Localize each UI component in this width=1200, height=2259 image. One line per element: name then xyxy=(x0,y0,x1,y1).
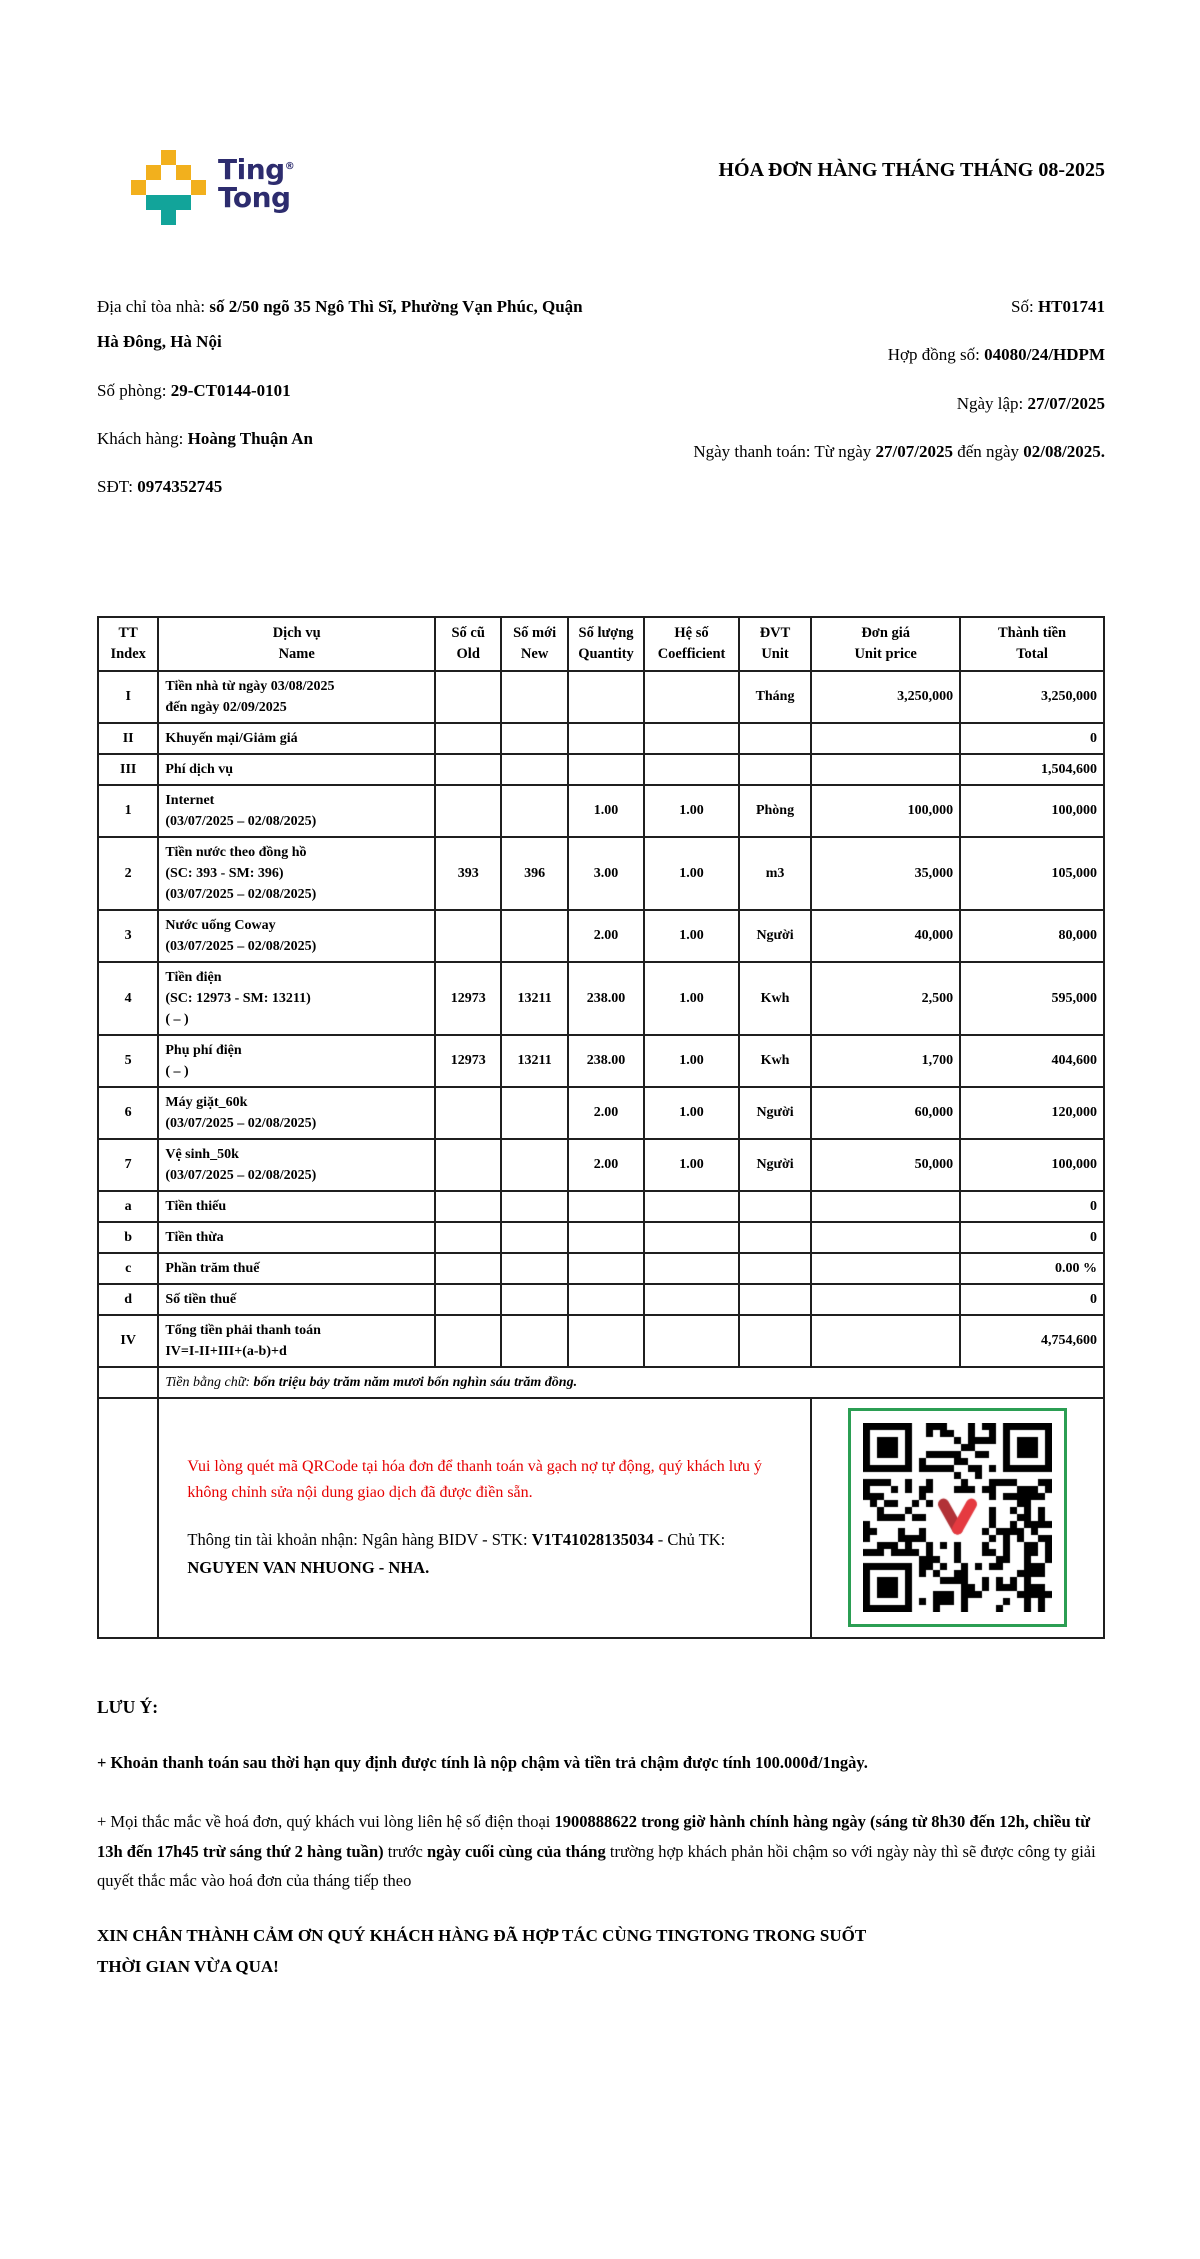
cell-total: 0 xyxy=(960,1222,1104,1253)
cell-old xyxy=(435,1315,501,1367)
qr-account-text xyxy=(187,1526,782,1582)
issue-date-line xyxy=(675,386,1105,421)
logo-pixel xyxy=(191,210,206,225)
col-header-8: Thành tiền Total xyxy=(960,617,1104,671)
cell-price: 60,000 xyxy=(811,1087,960,1139)
cell-old: 12973 xyxy=(435,962,501,1035)
logo-pixel xyxy=(146,210,161,225)
cell-qty xyxy=(568,1284,644,1315)
amount-in-words-label: Tiền bằng chữ: xyxy=(165,1374,254,1390)
cell-new xyxy=(501,1139,567,1191)
info-left-column xyxy=(97,289,602,518)
cell-index: 1 xyxy=(98,785,158,837)
cell-old xyxy=(435,671,501,723)
logo-pixel xyxy=(146,195,161,210)
tingtong-logo xyxy=(131,150,294,225)
room-number-line xyxy=(97,373,602,408)
cell-price xyxy=(811,1315,960,1367)
text-segment: trước xyxy=(383,1841,427,1861)
cell-coeff xyxy=(644,754,739,785)
contract-number-line xyxy=(675,337,1105,372)
cell-unit: Tháng xyxy=(739,671,811,723)
cell-index: b xyxy=(98,1222,158,1253)
cell-qty: 3.00 xyxy=(568,837,644,910)
cell-unit xyxy=(739,1315,811,1367)
text-segment: HT01741 xyxy=(1037,297,1105,316)
logo-pixel xyxy=(191,195,206,210)
cell-index xyxy=(98,1367,158,1398)
text-segment: Thông tin tài khoản nhận: Ngân hàng BIDV - STK: xyxy=(187,1529,532,1549)
cell-index: 5 xyxy=(98,1035,158,1087)
cell-name: Tiền thừa xyxy=(158,1222,435,1253)
cell-old xyxy=(435,1139,501,1191)
cell-price xyxy=(811,1253,960,1284)
cell-new xyxy=(501,1087,567,1139)
invoice-table xyxy=(97,616,1105,1639)
cell-qty xyxy=(568,1315,644,1367)
text-segment: NGUYEN VAN NHUONG - NHA. xyxy=(187,1557,430,1577)
cell-coeff xyxy=(644,1284,739,1315)
col-header-1: Dịch vụ Name xyxy=(158,617,435,671)
cell-total: 4,754,600 xyxy=(960,1315,1104,1367)
cell-old: 393 xyxy=(435,837,501,910)
text-segment: 29-CT0144-0101 xyxy=(170,380,291,400)
cell-qty xyxy=(568,1253,644,1284)
cell-coeff xyxy=(644,1222,739,1253)
logo-pixel xyxy=(191,165,206,180)
cell-unit: Phòng xyxy=(739,785,811,837)
cell-index: 6 xyxy=(98,1087,158,1139)
invoice-table-rows xyxy=(98,671,1104,1367)
cell-qty xyxy=(568,754,644,785)
cell-index: 7 xyxy=(98,1139,158,1191)
cell-index: I xyxy=(98,671,158,723)
cell-new xyxy=(501,910,567,962)
amount-in-words-text: bốn triệu bảy trăm năm mươi bốn nghìn sáu trăm đồng. xyxy=(253,1374,578,1390)
brand-name-line1: Ting® xyxy=(218,153,295,186)
cell-new xyxy=(501,1315,567,1367)
logo-pixel xyxy=(176,195,191,210)
cell-qty xyxy=(568,1222,644,1253)
cell-qty: 2.00 xyxy=(568,910,644,962)
logo-pixel xyxy=(176,210,191,225)
cell-old xyxy=(435,1222,501,1253)
logo-pixel xyxy=(161,210,176,225)
customer-name-line xyxy=(97,421,602,456)
cell-name: Vệ sinh_50k (03/07/2025 – 02/08/2025) xyxy=(158,1139,435,1191)
cell-price: 50,000 xyxy=(811,1139,960,1191)
cell-index: 4 xyxy=(98,962,158,1035)
cell-price: 1,700 xyxy=(811,1035,960,1087)
text-segment: 27/07/2025 xyxy=(1027,393,1105,413)
logo-pixel xyxy=(161,195,176,210)
cell-total: 120,000 xyxy=(960,1087,1104,1139)
cell-name: Số tiền thuế xyxy=(158,1284,435,1315)
amount-in-words xyxy=(158,1367,1104,1398)
table-row-4 xyxy=(98,962,1104,1035)
cell-price xyxy=(811,1222,960,1253)
cell-name: Tiền điện (SC: 12973 - SM: 13211) ( – ) xyxy=(158,962,435,1035)
late-payment-note xyxy=(97,1748,1105,1777)
cell-price xyxy=(811,1284,960,1315)
cell-unit xyxy=(739,1191,811,1222)
col-header-0: TT Index xyxy=(98,617,158,671)
cell-coeff: 1.00 xyxy=(644,1139,739,1191)
table-row-II xyxy=(98,723,1104,754)
cell-total: 0.00 % xyxy=(960,1253,1104,1284)
qr-code-frame xyxy=(848,1408,1067,1627)
cell-name: Tiền nước theo đồng hồ (SC: 393 - SM: 396) (03/07/2025 – 02/08/2025) xyxy=(158,837,435,910)
table-row-1 xyxy=(98,785,1104,837)
building-address-line xyxy=(97,289,602,360)
cell-qty: 1.00 xyxy=(568,785,644,837)
cell-old xyxy=(435,723,501,754)
cell-coeff: 1.00 xyxy=(644,910,739,962)
cell-price: 2,500 xyxy=(811,962,960,1035)
cell-old: 12973 xyxy=(435,1035,501,1087)
cell-new xyxy=(501,1253,567,1284)
invoice-number-line xyxy=(675,289,1105,324)
text-segment: SĐT: xyxy=(97,477,138,497)
cell-total: 105,000 xyxy=(960,837,1104,910)
cell-coeff: 1.00 xyxy=(644,1087,739,1139)
cell-unit: m3 xyxy=(739,837,811,910)
cell-unit xyxy=(739,723,811,754)
cell-old xyxy=(435,1284,501,1315)
logo-pixel xyxy=(161,165,176,180)
cell-total: 100,000 xyxy=(960,785,1104,837)
cell-price xyxy=(811,754,960,785)
registered-mark: ® xyxy=(284,161,295,172)
amount-in-words-row xyxy=(98,1367,1104,1398)
cell-name: Phần trăm thuế xyxy=(158,1253,435,1284)
table-row-6 xyxy=(98,1087,1104,1139)
logo-pixel xyxy=(131,180,146,195)
logo-pixel xyxy=(161,180,176,195)
logo-pixel xyxy=(131,165,146,180)
cell-total: 404,600 xyxy=(960,1035,1104,1087)
col-header-3: Số mới New xyxy=(501,617,567,671)
cell-index: II xyxy=(98,723,158,754)
table-row-2 xyxy=(98,837,1104,910)
qr-warning-text: Vui lòng quét mã QRCode tại hóa đơn để thanh toán và gạch nợ tự động, quý khách lưu ý không chỉnh sửa nội dung giao dịch đã được điền sẵn. xyxy=(187,1457,762,1501)
cell-total: 80,000 xyxy=(960,910,1104,962)
cell-index: IV xyxy=(98,1315,158,1367)
cell-new xyxy=(501,785,567,837)
cell-qty: 2.00 xyxy=(568,1087,644,1139)
hotline-note xyxy=(97,1807,1105,1895)
cell-coeff: 1.00 xyxy=(644,962,739,1035)
info-right-column xyxy=(675,289,1105,518)
payment-period-line xyxy=(675,434,1105,469)
cell-qty: 238.00 xyxy=(568,1035,644,1087)
cell-new xyxy=(501,671,567,723)
cell-price: 35,000 xyxy=(811,837,960,910)
text-segment: 1900888622 trong giờ hành chính hàng ngày (sáng từ 8h30 đến 12h, chiều từ 13h đến 17h45 trừ sáng thứ 2 hàng tuần) xyxy=(97,1812,1091,1861)
cell-name: Nước uống Coway (03/07/2025 – 02/08/2025) xyxy=(158,910,435,962)
cell-coeff: 1.00 xyxy=(644,1035,739,1087)
table-row-5 xyxy=(98,1035,1104,1087)
text-segment: + Mọi thắc mắc về hoá đơn, quý khách vui lòng liên hệ số điện thoại xyxy=(97,1812,555,1832)
cell-index: 3 xyxy=(98,910,158,962)
logo-pixel xyxy=(131,150,146,165)
table-row-a xyxy=(98,1191,1104,1222)
cell-old xyxy=(435,1191,501,1222)
text-segment: Khách hàng: xyxy=(97,429,188,449)
qr-code-cell xyxy=(811,1398,1104,1638)
logo-pixel xyxy=(176,180,191,195)
text-segment: Địa chỉ tòa nhà: xyxy=(97,297,210,316)
col-header-7: Đơn giá Unit price xyxy=(811,617,960,671)
cell-coeff xyxy=(644,723,739,754)
logo-pixel xyxy=(146,150,161,165)
cell-coeff xyxy=(644,671,739,723)
cell-name: Tổng tiền phải thanh toán IV=I-II+III+(a-b)+d xyxy=(158,1315,435,1367)
table-row-I xyxy=(98,671,1104,723)
cell-total: 0 xyxy=(960,1284,1104,1315)
text-segment: Hoàng Thuận An xyxy=(187,429,314,449)
cell-qty: 238.00 xyxy=(568,962,644,1035)
tingtong-logo-icon xyxy=(131,150,206,225)
cell-coeff: 1.00 xyxy=(644,785,739,837)
cell-new: 396 xyxy=(501,837,567,910)
cell-old xyxy=(435,1253,501,1284)
text-segment: 02/08/2025. xyxy=(1023,442,1105,462)
table-row-III xyxy=(98,754,1104,785)
thank-you-note: XIN CHÂN THÀNH CẢM ƠN QUÝ KHÁCH HÀNG ĐÃ HỢP TÁC CÙNG TINGTONG TRONG SUỐT THỜI GIAN VỪA QUA! xyxy=(97,1926,866,1976)
cell-unit: Kwh xyxy=(739,1035,811,1087)
cell-new xyxy=(501,1191,567,1222)
cell-name: Máy giặt_60k (03/07/2025 – 02/08/2025) xyxy=(158,1087,435,1139)
table-row-d xyxy=(98,1284,1104,1315)
cell-qty: 2.00 xyxy=(568,1139,644,1191)
logo-pixel xyxy=(176,150,191,165)
text-segment: 27/07/2025 xyxy=(875,442,953,462)
cell-coeff xyxy=(644,1253,739,1284)
table-header-row xyxy=(98,617,1104,671)
cell-index xyxy=(98,1398,158,1638)
table-row-b xyxy=(98,1222,1104,1253)
table-row-3 xyxy=(98,910,1104,962)
cell-name: Phụ phí điện ( – ) xyxy=(158,1035,435,1087)
cell-unit: Người xyxy=(739,910,811,962)
table-row-c xyxy=(98,1253,1104,1284)
text-segment: Ngày thanh toán: Từ ngày xyxy=(693,442,876,462)
table-row-IV xyxy=(98,1315,1104,1367)
text-segment: 04080/24/HDPM xyxy=(984,345,1105,365)
cell-qty xyxy=(568,671,644,723)
qr-code xyxy=(863,1423,1052,1612)
cell-price xyxy=(811,1191,960,1222)
col-header-5: Hệ số Coefficient xyxy=(644,617,739,671)
cell-unit: Người xyxy=(739,1139,811,1191)
cell-qty xyxy=(568,1191,644,1222)
col-header-4: Số lượng Quantity xyxy=(568,617,644,671)
cell-unit: Người xyxy=(739,1087,811,1139)
logo-pixel xyxy=(191,150,206,165)
cell-index: III xyxy=(98,754,158,785)
cell-price: 3,250,000 xyxy=(811,671,960,723)
cell-total: 3,250,000 xyxy=(960,671,1104,723)
cell-old xyxy=(435,754,501,785)
qr-section-row xyxy=(98,1398,1104,1638)
cell-index: 2 xyxy=(98,837,158,910)
cell-total: 100,000 xyxy=(960,1139,1104,1191)
text-segment: số 2/50 ngõ 35 Ngô Thì Sĩ, Phường Vạn Phúc, Quận Hà Đông, Hà Nội xyxy=(97,297,583,352)
cell-new: 13211 xyxy=(501,962,567,1035)
cell-unit xyxy=(739,1284,811,1315)
notes-heading: LƯU Ý: xyxy=(97,1696,159,1717)
text-segment: Hợp đồng số: xyxy=(887,345,985,365)
cell-old xyxy=(435,910,501,962)
logo-pixel xyxy=(161,150,176,165)
cell-price: 100,000 xyxy=(811,785,960,837)
cell-index: c xyxy=(98,1253,158,1284)
cell-new xyxy=(501,1284,567,1315)
logo-pixel xyxy=(146,180,161,195)
cell-coeff xyxy=(644,1191,739,1222)
cell-price: 40,000 xyxy=(811,910,960,962)
cell-unit xyxy=(739,754,811,785)
cell-unit xyxy=(739,1253,811,1284)
text-segment: + Khoản thanh toán sau thời hạn quy định được tính là nộp chậm và tiền trả chậm được tính 100.000đ/1ngày. xyxy=(97,1752,868,1772)
cell-total: 595,000 xyxy=(960,962,1104,1035)
col-header-6: ĐVT Unit xyxy=(739,617,811,671)
cell-index: a xyxy=(98,1191,158,1222)
cell-name: Tiền thiếu xyxy=(158,1191,435,1222)
text-segment: Ngày lập: xyxy=(956,393,1028,413)
cell-old xyxy=(435,1087,501,1139)
cell-unit xyxy=(739,1222,811,1253)
brand-name-line2: Tong xyxy=(218,181,291,214)
brand-name xyxy=(218,153,295,214)
text-segment: đến ngày xyxy=(952,442,1024,462)
cell-total: 0 xyxy=(960,1191,1104,1222)
logo-pixel xyxy=(131,210,146,225)
cell-new xyxy=(501,1222,567,1253)
info-section xyxy=(97,289,1105,518)
table-row-7 xyxy=(98,1139,1104,1191)
cell-name: Phí dịch vụ xyxy=(158,754,435,785)
cell-old xyxy=(435,785,501,837)
text-segment: ngày cuối cùng của tháng xyxy=(426,1841,606,1861)
cell-name: Internet (03/07/2025 – 02/08/2025) xyxy=(158,785,435,837)
invoice-header xyxy=(97,150,1105,225)
col-header-2: Số cũ Old xyxy=(435,617,501,671)
cell-index: d xyxy=(98,1284,158,1315)
invoice-title: HÓA ĐƠN HÀNG THÁNG THÁNG 08-2025 xyxy=(718,159,1105,181)
cell-unit: Kwh xyxy=(739,962,811,1035)
logo-pixel xyxy=(131,195,146,210)
logo-pixel xyxy=(191,180,206,195)
text-segment: - Chủ TK: xyxy=(653,1529,726,1549)
cell-name: Tiền nhà từ ngày 03/08/2025 đến ngày 02/09/2025 xyxy=(158,671,435,723)
text-segment: Số phòng: xyxy=(97,380,171,400)
phone-number-line xyxy=(97,469,602,504)
text-segment: V1T41028135034 xyxy=(531,1529,654,1549)
text-segment: 0974352745 xyxy=(137,477,223,497)
cell-name: Khuyến mại/Giảm giá xyxy=(158,723,435,754)
cell-total: 1,504,600 xyxy=(960,754,1104,785)
cell-coeff: 1.00 xyxy=(644,837,739,910)
cell-total: 0 xyxy=(960,723,1104,754)
cell-coeff xyxy=(644,1315,739,1367)
cell-qty xyxy=(568,723,644,754)
cell-new: 13211 xyxy=(501,1035,567,1087)
logo-pixel xyxy=(176,165,191,180)
text-segment: trường hợp khách phản hồi chậm so với ngày này thì sẽ được công ty giải quyết thắc mắc vào hoá đơn của tháng tiếp theo xyxy=(97,1841,1096,1890)
cell-price xyxy=(811,723,960,754)
cell-new xyxy=(501,723,567,754)
cell-new xyxy=(501,754,567,785)
qr-instructions-cell xyxy=(158,1398,811,1638)
logo-pixel xyxy=(146,165,161,180)
text-segment: Số: xyxy=(1011,297,1038,316)
